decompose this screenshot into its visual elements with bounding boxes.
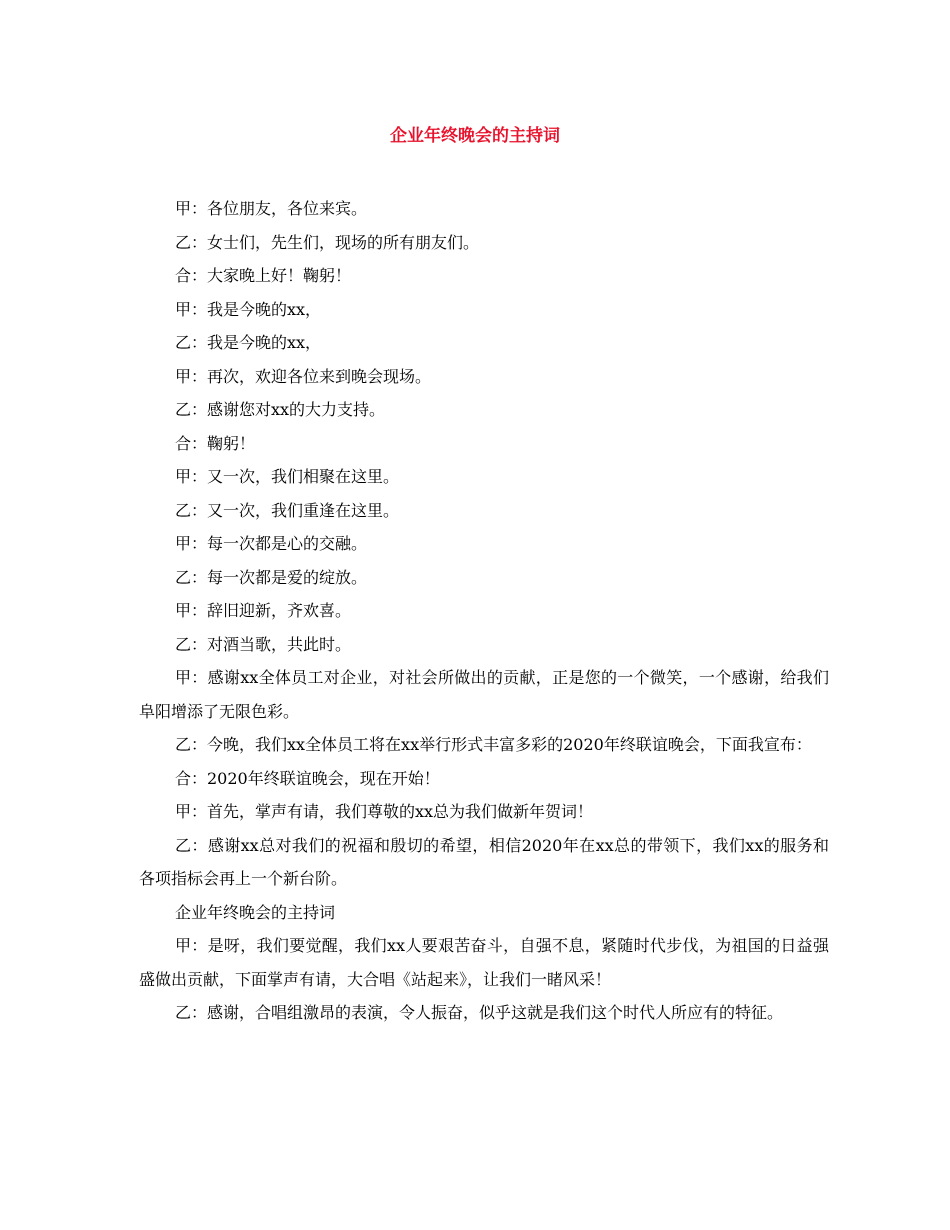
paragraph: 合：鞠躬！	[175, 433, 256, 453]
paragraph: 乙：女士们，先生们，现场的所有朋友们。	[175, 232, 480, 252]
section-heading: 企业年终晚会的主持词	[175, 902, 336, 922]
paragraph: 乙：感谢您对xx的大力支持。	[175, 400, 386, 419]
paragraph: 甲：我是今晚的xx，	[175, 299, 322, 319]
paragraph: 乙：又一次，我们重逢在这里。	[175, 500, 400, 520]
document-body	[139, 192, 829, 1030]
paragraph: 甲：再次，欢迎各位来到晚会现场。	[175, 366, 432, 386]
paragraph: 甲：又一次，我们相聚在这里。	[175, 467, 400, 486]
paragraph: 甲：每一次都是心的交融。	[175, 534, 368, 553]
paragraph: 甲：是呀，我们要觉醒，我们xx人要艰苦奋斗，自强不息，紧随时代步伐，为祖国的日益强盛做出贡献，下面掌声有请，大合唱《站起来》，让我们一睹风采！	[139, 936, 829, 989]
paragraph: 甲：各位朋友，各位来宾。	[175, 199, 368, 218]
paragraph: 合：2020年终联谊晚会，现在开始！	[175, 768, 440, 788]
document-title: 企业年终晚会的主持词	[390, 126, 560, 146]
paragraph: 乙：感谢，合唱组激昂的表演，令人振奋，似乎这就是我们这个时代人所应有的特征。	[175, 1003, 784, 1022]
paragraph: 甲：首先，掌声有请，我们尊敬的xx总为我们做新年贺词！	[175, 802, 594, 821]
paragraph: 乙：今晚，我们xx全体员工将在xx举行形式丰富多彩的2020年终联谊晚会，下面我宣布：	[175, 735, 812, 754]
paragraph: 合：大家晚上好！鞠躬！	[175, 266, 352, 285]
paragraph: 乙：我是今晚的xx，	[175, 333, 322, 352]
paragraph: 甲：感谢xx全体员工对企业，对社会所做出的贡献，正是您的一个微笑，一个感谢，给我们阜阳增添了无限色彩。	[139, 668, 829, 721]
paragraph: 乙：对酒当歌，共此时。	[175, 634, 352, 654]
paragraph: 乙：感谢xx总对我们的祝福和殷切的希望，相信2020年在xx总的带领下，我们xx的服务和各项指标会再上一个新台阶。	[139, 835, 829, 888]
paragraph: 甲：辞旧迎新，齐欢喜。	[175, 601, 352, 620]
paragraph: 乙：每一次都是爱的绽放。	[175, 567, 368, 587]
